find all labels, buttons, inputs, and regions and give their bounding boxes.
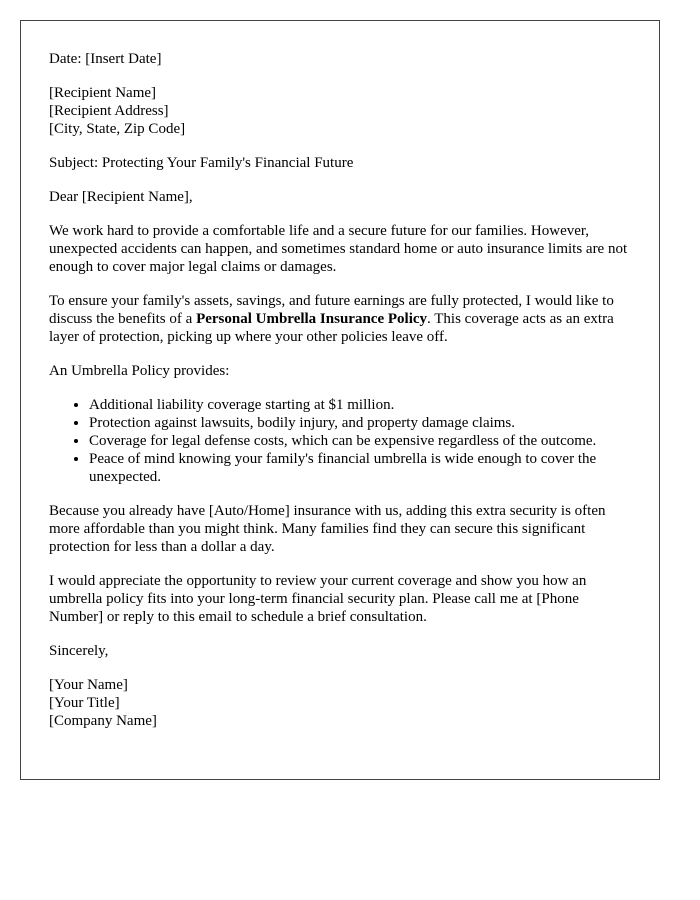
benefit-item: • Coverage for legal defense costs, which can be expensive regardless of the outcome. [89, 432, 631, 450]
paragraph-intro: We work hard to provide a comfortable life and a secure future for our families. However, unexpected accidents can happen, and sometimes standard home or auto insurance limits are not enough to cover major legal claims or damages. [49, 223, 628, 275]
recipient-address: [Recipient Address] [49, 103, 169, 119]
paragraph-affordability: Because you already have [Auto/Home] insurance with us, adding this extra security is often more affordable than you might think. Many families find they can secure this significant protection for less than a dollar a day. [49, 503, 606, 555]
recipient-block [49, 84, 631, 138]
signature-block [49, 676, 631, 730]
subject-line: Subject: Protecting Your Family's Financial Future [49, 155, 354, 171]
benefit-item: • Protection against lawsuits, bodily injury, and property damage claims. [89, 414, 631, 432]
paragraph-umbrella-offer [49, 292, 631, 346]
benefit-item: • Additional liability coverage starting at $1 million. [89, 396, 631, 414]
recipient-name: [Recipient Name] [49, 85, 157, 101]
sender-company: [Company Name] [49, 713, 157, 729]
benefits-list [49, 396, 631, 486]
policy-name-bold: Personal Umbrella Insurance Policy [196, 311, 428, 327]
sender-name: [Your Name] [49, 677, 128, 693]
benefit-item: • Peace of mind knowing your family's financial umbrella is wide enough to cover the unexpected. [89, 450, 631, 486]
paragraph-call-to-action: I would appreciate the opportunity to review your current coverage and show you how an umbrella policy fits into your long-term financial security plan. Please call me at [Phone Number] or reply to this email to schedule a brief consultation. [49, 573, 587, 625]
closing: Sincerely, [49, 643, 109, 659]
salutation: Dear [Recipient Name], [49, 189, 193, 205]
date-line: Date: [Insert Date] [49, 51, 162, 67]
benefits-intro: An Umbrella Policy provides: [49, 363, 230, 379]
recipient-city-state-zip: [City, State, Zip Code] [49, 121, 186, 137]
sender-title: [Your Title] [49, 695, 120, 711]
paragraph-umbrella-offer-start: To ensure your family's assets, savings, and future earnings are fully protected, I would like to discuss the benefits of a [49, 293, 614, 327]
paragraph-umbrella-offer-end: . This coverage acts as an extra layer of protection, picking up where your other policies leave off. [49, 311, 614, 345]
letter-page [20, 20, 660, 780]
